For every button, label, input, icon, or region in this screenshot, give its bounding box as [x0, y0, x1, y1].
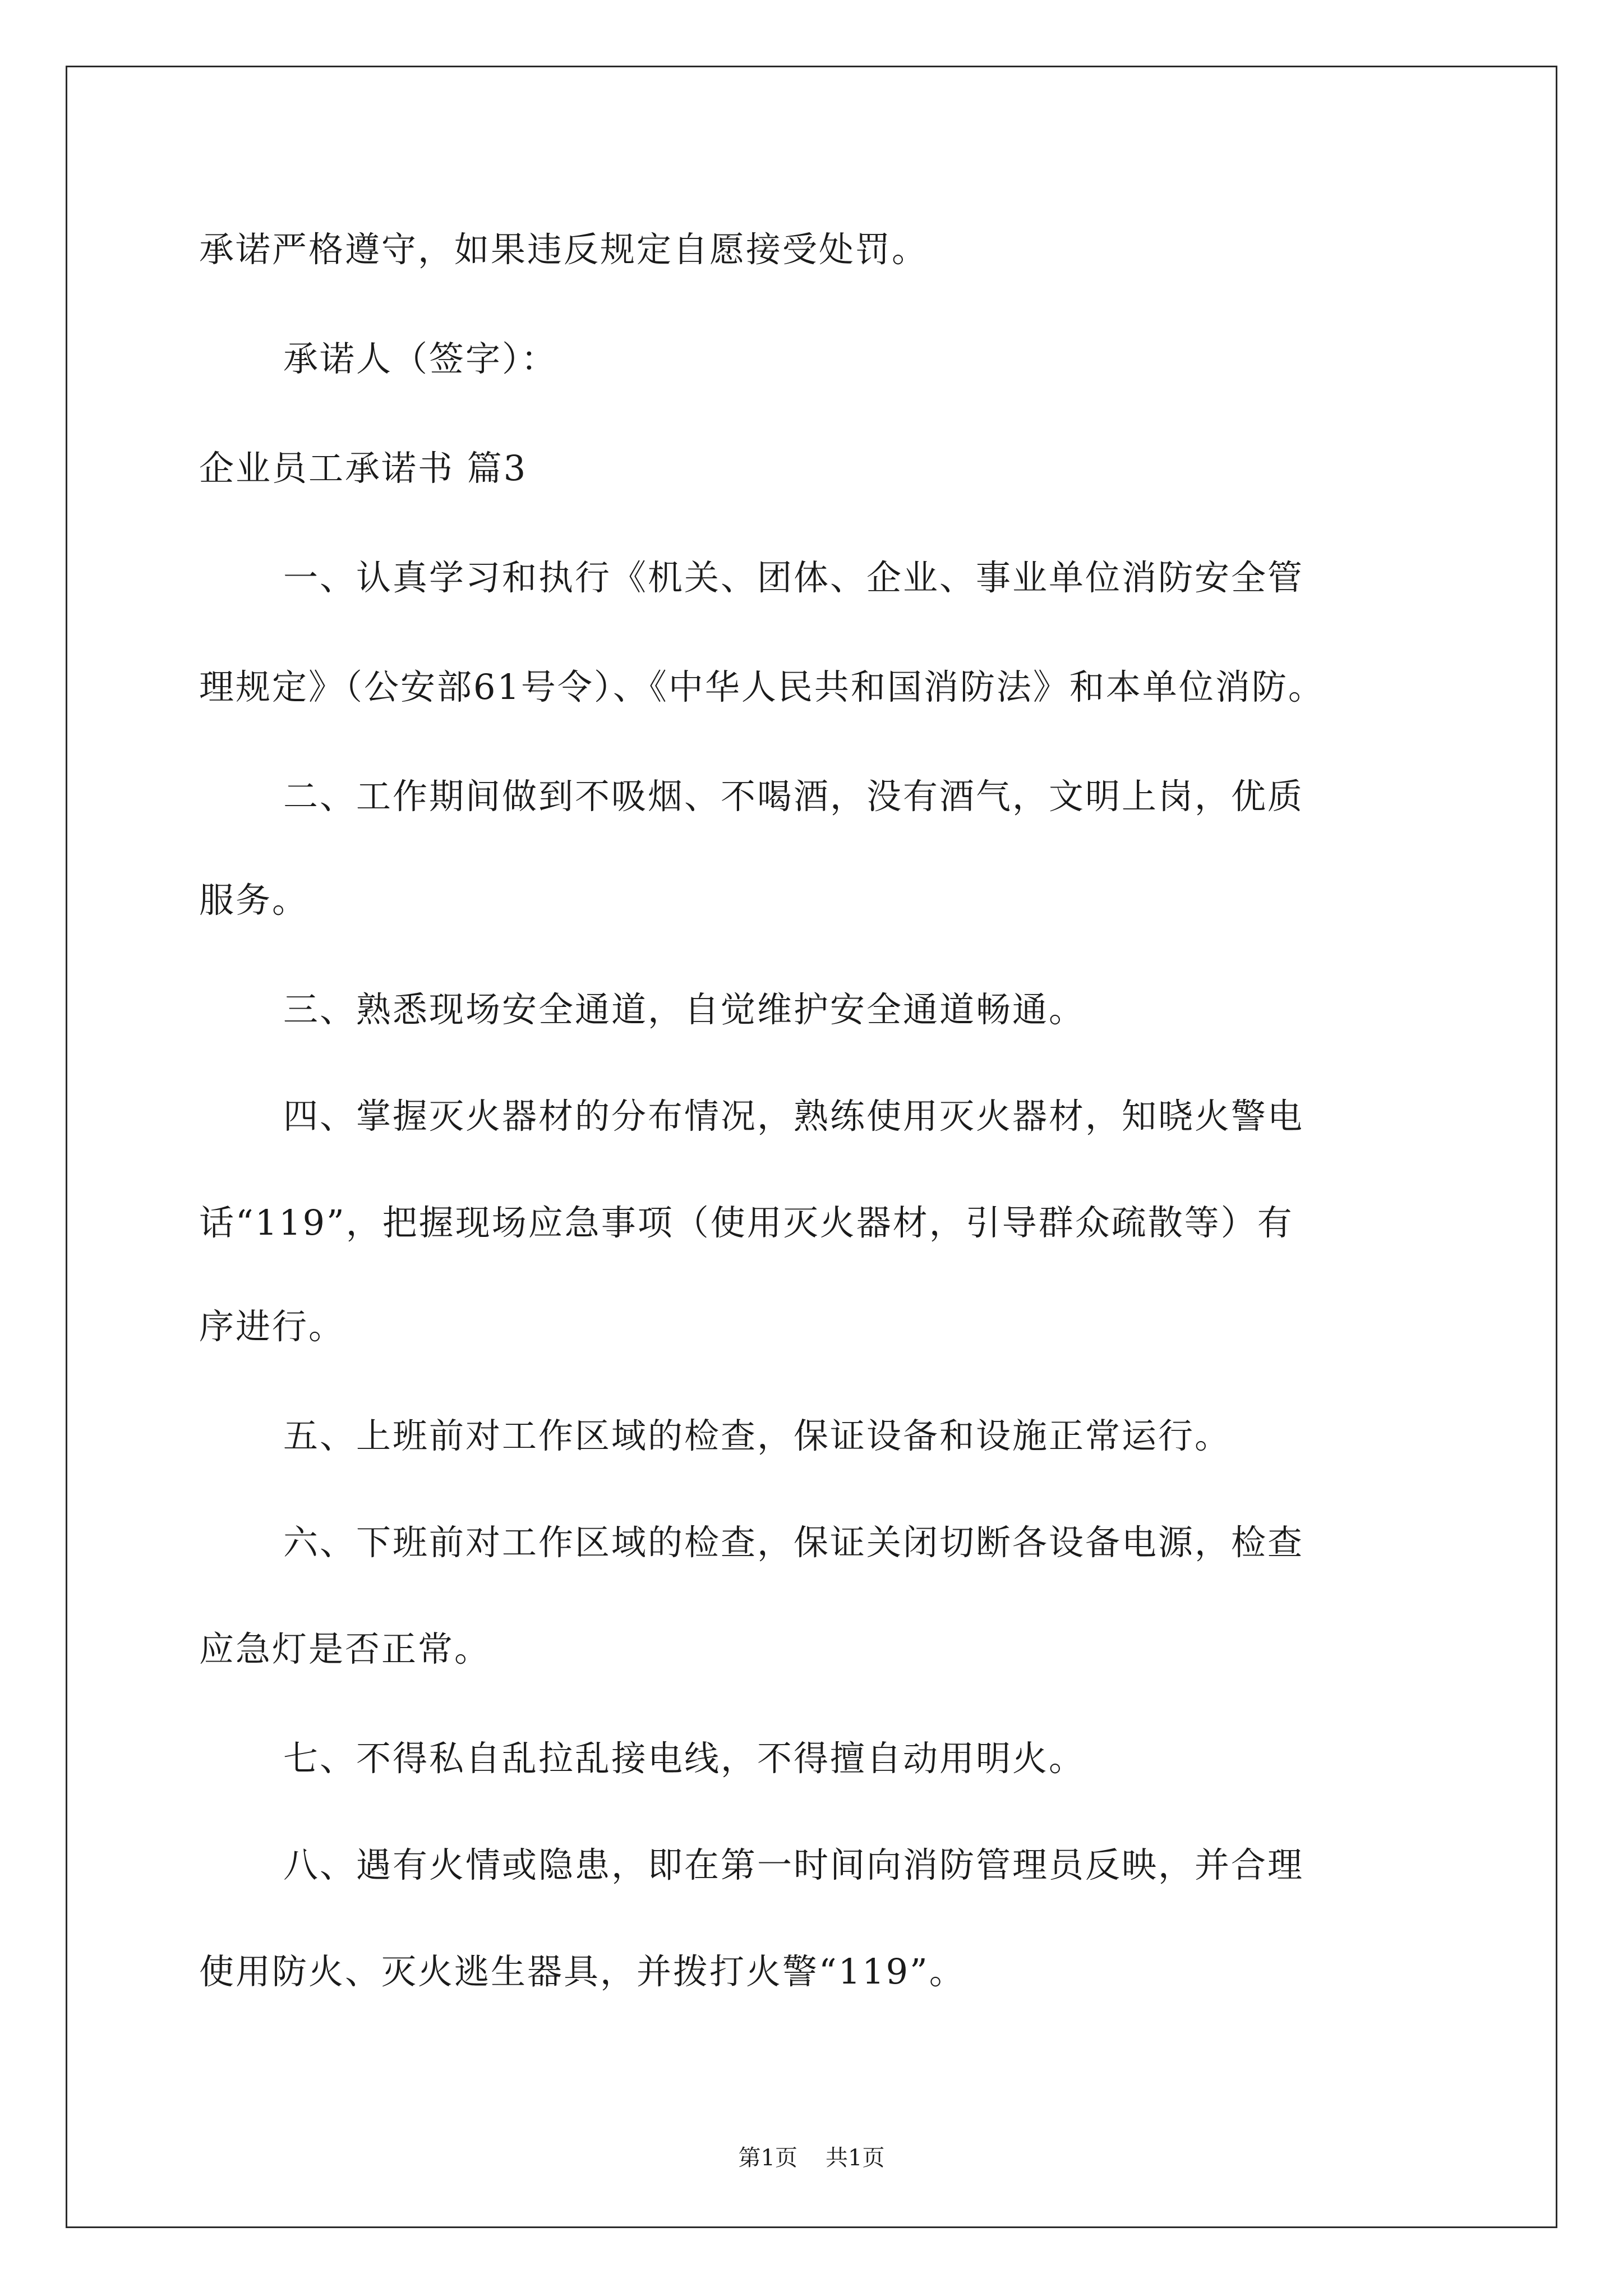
text-line: 五、上班前对工作区域的检查，保证设备和设施正常运行。 — [283, 1415, 1232, 1456]
page-footer — [0, 2144, 1623, 2172]
text-line: 六、下班前对工作区域的检查，保证关闭切断各设备电源，检查 — [283, 1522, 1304, 1563]
section-heading: 企业员工承诺书 篇3 — [199, 448, 528, 489]
text-line: 二、工作期间做到不吸烟、不喝酒，没有酒气，文明上岗，优质 — [283, 776, 1304, 817]
text-line: 八、遇有火情或隐患，即在第一时间向消防管理员反映，并合理 — [283, 1844, 1304, 1885]
text-line: 序进行。 — [199, 1306, 345, 1347]
text-line: 应急灯是否正常。 — [199, 1628, 491, 1669]
page-total: 共1页 — [826, 2145, 885, 2171]
text-line: 承诺严格遵守，如果违反规定自愿接受处罚。 — [199, 229, 929, 270]
text-line: 服务。 — [199, 880, 309, 921]
page-number: 第1页 — [738, 2145, 797, 2171]
text-line: 一、认真学习和执行《机关、团体、企业、事业单位消防安全管 — [283, 557, 1304, 598]
text-line: 七、不得私自乱拉乱接电线，不得擅自动用明火。 — [283, 1738, 1086, 1779]
signature-label: 承诺人（签字）： — [283, 338, 558, 379]
text-line: 三、熟悉现场安全通道，自觉维护安全通道畅通。 — [283, 989, 1086, 1030]
text-line: 四、掌握灭火器材的分布情况，熟练使用灭火器材，知晓火警电 — [283, 1096, 1304, 1137]
text-line: 使用防火、灭火逃生器具，并拨打火警“119”。 — [199, 1951, 966, 1992]
text-line: 理规定》（公安部61号令）、《中华人民共和国消防法》和本单位消防。 — [199, 666, 1325, 707]
page-border — [66, 66, 1557, 2228]
text-line: 话“119”，把握现场应急事项（使用灭火器材，引导群众疏散等）有 — [199, 1202, 1294, 1243]
